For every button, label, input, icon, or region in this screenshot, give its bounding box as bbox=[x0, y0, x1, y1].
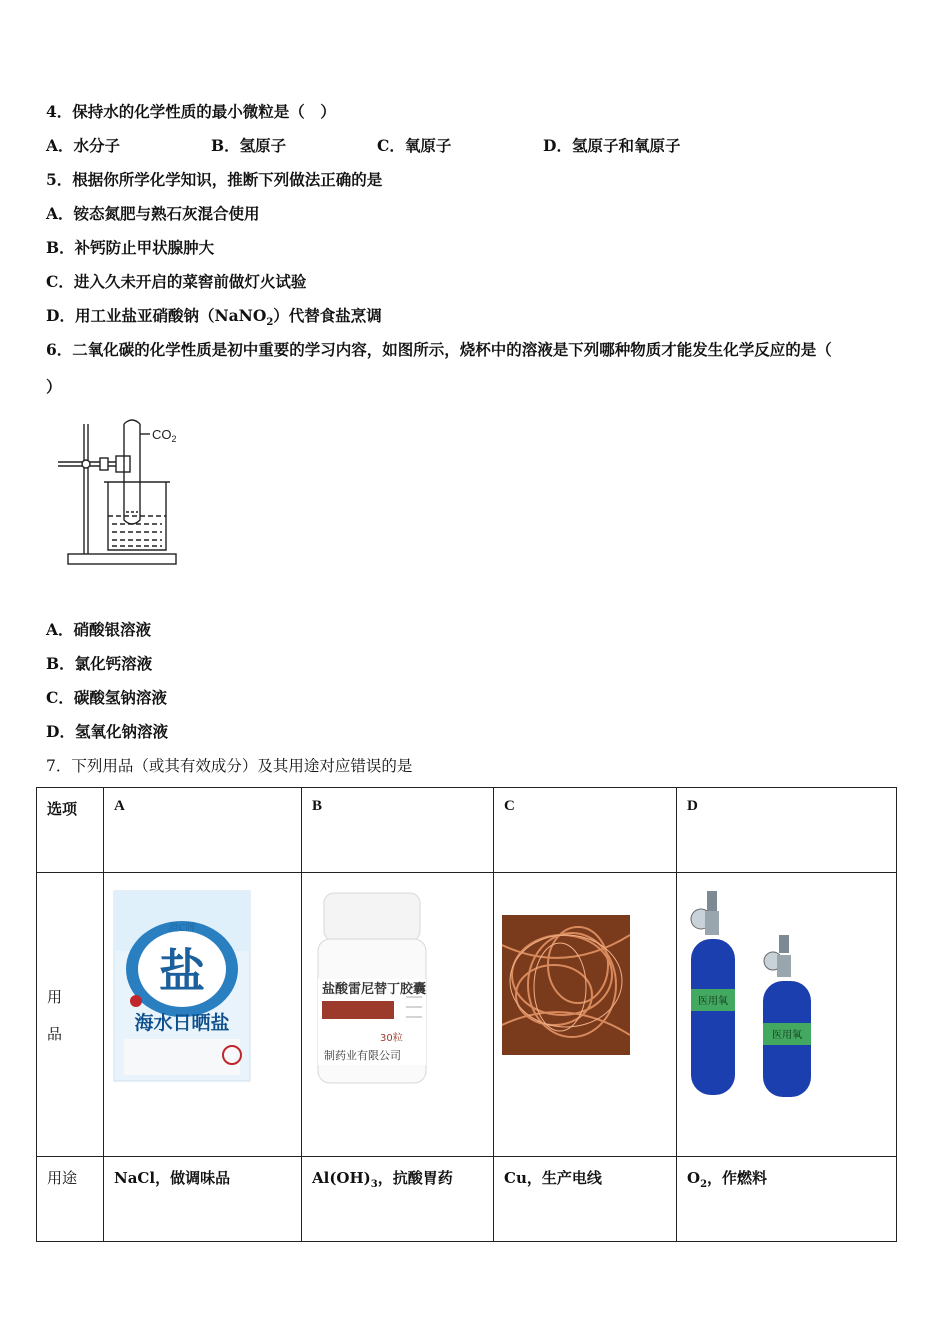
use-d: $O_2$，作燃料 bbox=[677, 1157, 897, 1242]
question-5-stem: 5．根据你所学化学知识，推断下列做法正确的是 bbox=[46, 170, 383, 189]
svg-text:盐酸雷尼替丁胶囊: 盐酸雷尼替丁胶囊 bbox=[322, 982, 427, 997]
svg-text:医用氧: 医用氧 bbox=[698, 996, 728, 1007]
svg-text:制药业有限公司: 制药业有限公司 bbox=[324, 1049, 401, 1062]
header-d: D bbox=[677, 788, 897, 873]
svg-text:澄C牌: 澄C牌 bbox=[168, 923, 196, 934]
salt-package-image bbox=[112, 889, 252, 1083]
salt-image-cell bbox=[104, 873, 302, 1157]
q6-option-a: A．硝酸银溶液 bbox=[46, 620, 152, 639]
copper-wire-image bbox=[502, 915, 630, 1055]
table-use-row bbox=[37, 1157, 897, 1242]
use-c: Cu，生产电线 bbox=[494, 1157, 677, 1242]
q6-option-d: D．氢氧化钠溶液 bbox=[46, 722, 168, 741]
header-b: B bbox=[302, 788, 494, 873]
svg-text:盐: 盐 bbox=[159, 944, 205, 998]
q5-option-d: D．用工业盐亚硝酸钠（NaNO$_2$）代替食盐烹调 bbox=[46, 306, 382, 329]
header-c: C bbox=[494, 788, 677, 873]
use-b: $Al(OH)_3$，抗酸胃药 bbox=[302, 1157, 494, 1242]
q5-option-b: B．补钙防止甲状腺肿大 bbox=[46, 238, 215, 257]
medicine-bottle-image bbox=[310, 889, 470, 1085]
item-row-label: 用 品 bbox=[37, 873, 104, 1157]
medicine-image-cell bbox=[302, 873, 494, 1157]
table-item-row bbox=[37, 873, 897, 1157]
oxygen-tanks-image bbox=[683, 883, 823, 1101]
q4-option-b: B．氢原子 bbox=[211, 136, 287, 155]
svg-text:海水日晒盐: 海水日晒盐 bbox=[134, 1012, 230, 1034]
use-row-label: 用途 bbox=[37, 1157, 104, 1242]
header-a: A bbox=[104, 788, 302, 873]
q4-option-c: C．氧原子 bbox=[377, 136, 452, 155]
table-header-row bbox=[37, 788, 897, 873]
co2-apparatus-diagram bbox=[50, 418, 200, 570]
q4-option-d: D．氢原子和氧原子 bbox=[543, 136, 681, 155]
use-a: NaCl，做调味品 bbox=[104, 1157, 302, 1242]
q5-option-c: C．进入久未开启的菜窖前做灯火试验 bbox=[46, 272, 307, 291]
question-6-stem: 6．二氧化碳的化学性质是初中重要的学习内容，如图所示，烧杯中的溶液是下列哪种物质才能发生化学反应的是（ bbox=[46, 340, 832, 359]
q5-option-a: A．铵态氮肥与熟石灰混合使用 bbox=[46, 204, 260, 223]
q6-option-b: B．氯化钙溶液 bbox=[46, 654, 153, 673]
svg-text:医用氧: 医用氧 bbox=[772, 1030, 802, 1041]
oxygen-image-cell bbox=[677, 873, 897, 1157]
q4-option-a: A．水分子 bbox=[46, 136, 121, 155]
header-option: 选项 bbox=[37, 788, 104, 873]
svg-text:30粒: 30粒 bbox=[380, 1033, 403, 1044]
co2-label: $CO_2$ bbox=[152, 427, 177, 444]
question-7-stem: 7．下列用品（或其有效成分）及其用途对应错误的是 bbox=[46, 757, 413, 775]
question-6-stem-end: ） bbox=[46, 377, 62, 396]
q7-table bbox=[36, 787, 897, 1242]
q6-option-c: C．碳酸氢钠溶液 bbox=[46, 688, 167, 707]
copper-image-cell bbox=[494, 873, 677, 1157]
question-4-stem: 4．保持水的化学性质的最小微粒是（ ） bbox=[46, 102, 336, 121]
